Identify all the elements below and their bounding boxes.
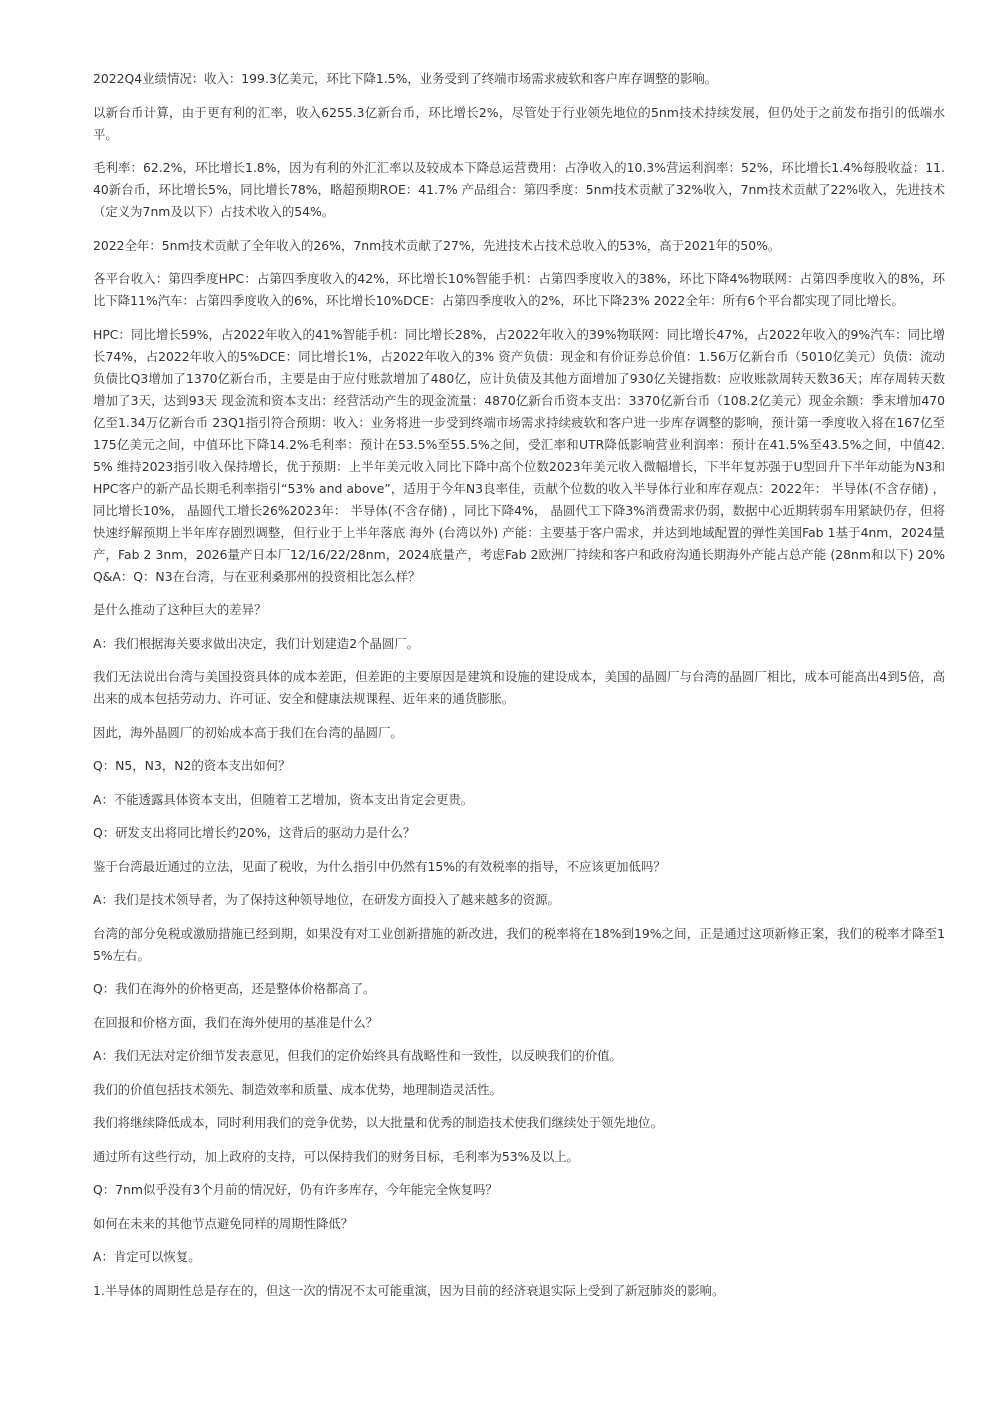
paragraph: 2022全年：5nm技术贡献了全年收入的26%，7nm技术贡献了27%，先进技术占技术总收入的53%，高于2021年的50%。 [93, 237, 781, 253]
paragraph: A：不能透露具体资本支出，但随着工艺增加，资本支出肯定会更贵。 [93, 791, 474, 807]
paragraph: 如何在未来的其他节点避免同样的周期性降低？ [93, 1215, 354, 1231]
paragraph: A：我们无法对定价细节发表意见，但我们的定价始终具有战略性和一致性，以反映我们的价值。 [93, 1048, 622, 1063]
paragraph: 我们的价值包括技术领先、制造效率和质量、成本优势，地理制造灵活性。 [93, 1081, 502, 1097]
paragraph: HPC：同比增长59%，占2022年收入的41%智能手机：同比增长28%，占2022年收入的39%物联网：同比增长47%，占2022年收入的9%汽车：同比增长74%，占2022年收入的5%DCE：同比增长1%，占2022年收入的3% 资产负债：现金和有价证券总价值：1.56万亿新台币（5010亿美元）负债：流动负债比Q3增加了1370亿新台币，主要是由于应付账款增加了480亿，应计负债及其他方面增加了930亿关键指数：应收账款周转天数36天；库存周转天数增加了3天，达到93天 现金流和资本支出：经营活动产生的现金流量：4870亿新台币资本支出：3370亿新台币（108.2亿美元）现金余额：季末增加470亿至1.34万亿新台币 23Q1指引符合预期：收入：业务将进一步受到终端市场需求持续疲软和客户进一步库存调整的影响，预计第一季度收入将在167亿至175亿美元之间，中值环比下降14.2%毛利率：预计在53.5%至55.5%之间，受汇率和UTR降低影响营业利润率：预计在41.5%至43.5%之间，中值42.5% 维持2023指引收入保持增长，优于预期：上半年美元收入同比下降中高个位数2023年美元收入微幅增长，下半年复苏强于U型回升下半年动能为N3和HPC客户的新产品长期毛利率指引“53% and above”，适用于今年N3良率佳，贡献个位数的收入半导体行业和库存观点：2022年： 半导体(不含存储) ，同比增长10%， 晶圆代工增长26%2023年： 半导体(不含存储) ，同比下降4%， 晶圆代工下降3%消费需求仍弱，数据中心近期转弱车用紧缺仍存，但将快速纾解预期上半年库存剧烈调整，但行业于上半年落底 海外 (台湾以外) 产能：主要基于客户需求，并达到地域配置的弹性美国Fab 1基于4nm，2024量产，Fab 2 3nm，2026量产日本厂12/16/22/28nm，2024底量产，考虑Fab 2欧洲厂持续和客户和政府沟通长期海外产能占总产能 (28nm和以下) 20% Q&A：Q：N3在台湾，与在亚利桑那州的投资相比怎么样？ [93, 326, 945, 584]
paragraph: A：我们根据海关要求做出决定，我们计划建造2个晶圆厂。 [93, 635, 420, 651]
paragraph: 毛利率：62.2%，环比增长1.8%，因为有利的外汇汇率以及较成本下降总运营费用：占净收入的10.3%营运利润率：52%，环比增长1.4%每股收益：11.40新台币，环比增长5%，同比增长78%，略超预期ROE：41.7% 产品组合：第四季度：5nm技术贡献了32%收入，7nm技术贡献了22%收入，先进技术（定义为7nm及以下）占技术收入的54%。 [93, 160, 945, 219]
paragraph: 1.半导体的周期性总是存在的，但这一次的情况不太可能重演，因为目前的经济衰退实际上受到了新冠肺炎的影响。 [93, 1282, 725, 1298]
paragraph: Q：研发支出将同比增长约20%，这背后的驱动力是什么？ [93, 825, 416, 840]
paragraph: 2022Q4业绩情况：收入：199.3亿美元，环比下降1.5%，业务受到了终端市场需求疲软和客户库存调整的影响。 [93, 71, 718, 86]
paragraph: A：肯定可以恢复。 [93, 1249, 201, 1264]
paragraph: 台湾的部分免税或激励措施已经到期，如果没有对工业创新措施的新改进，我们的税率将在18%到19%之间，正是通过这项新修正案，我们的税率才降至15%左右。 [93, 925, 945, 963]
paragraph: 以新台币计算，由于更有利的汇率，收入6255.3亿新台币，环比增长2%，尽管处于行业领先地位的5nm技术持续发展，但仍处于之前发布指引的低端水平。 [93, 104, 945, 142]
paragraph: 通过所有这些行动，加上政府的支持，可以保持我们的财务目标，毛利率为53%及以上。 [93, 1148, 579, 1164]
paragraph: 是什么推动了这种巨大的差异？ [93, 602, 267, 617]
paragraph: 因此，海外晶圆厂的初始成本高于我们在台湾的晶圆厂。 [93, 724, 403, 740]
paragraph: Q：N5，N3，N2的资本支出如何？ [93, 758, 291, 773]
paragraph: 鉴于台湾最近通过的立法，见面了税收，为什么指引中仍然有15%的有效税率的指导，不应该更加低吗？ [93, 858, 666, 874]
paragraph: Q：7nm似乎没有3个月前的情况好，仍有许多库存，今年能完全恢复吗？ [93, 1182, 498, 1197]
document-body [93, 68, 945, 1313]
paragraph: A：我们是技术领导者，为了保持这种领导地位，在研发方面投入了越来越多的资源。 [93, 892, 560, 907]
paragraph: 在回报和价格方面，我们在海外使用的基准是什么？ [93, 1014, 378, 1030]
paragraph: 各平台收入：第四季度HPC：占第四季度收入的42%，环比增长10%智能手机：占第四季度收入的38%，环比下降4%物联网：占第四季度收入的8%，环比下降11%汽车：占第四季度收入的6%，环比增长10%DCE：占第四季度收入的2%，环比下降23% 2022全年：所有6个平台都实现了同比增长。 [93, 271, 945, 308]
paragraph: 我们无法说出台湾与美国投资具体的成本差距，但差距的主要原因是建筑和设施的建设成本，美国的晶圆厂与台湾的晶圆厂相比，成本可能高出4到5倍，高出来的成本包括劳动力、许可证、安全和健康法规课程、近年来的通货膨胀。 [93, 669, 945, 706]
paragraph: Q：我们在海外的价格更高，还是整体价格都高了。 [93, 981, 376, 996]
paragraph: 我们将继续降低成本，同时利用我们的竞争优势，以大批量和优秀的制造技术使我们继续处于领先地位。 [93, 1115, 663, 1130]
